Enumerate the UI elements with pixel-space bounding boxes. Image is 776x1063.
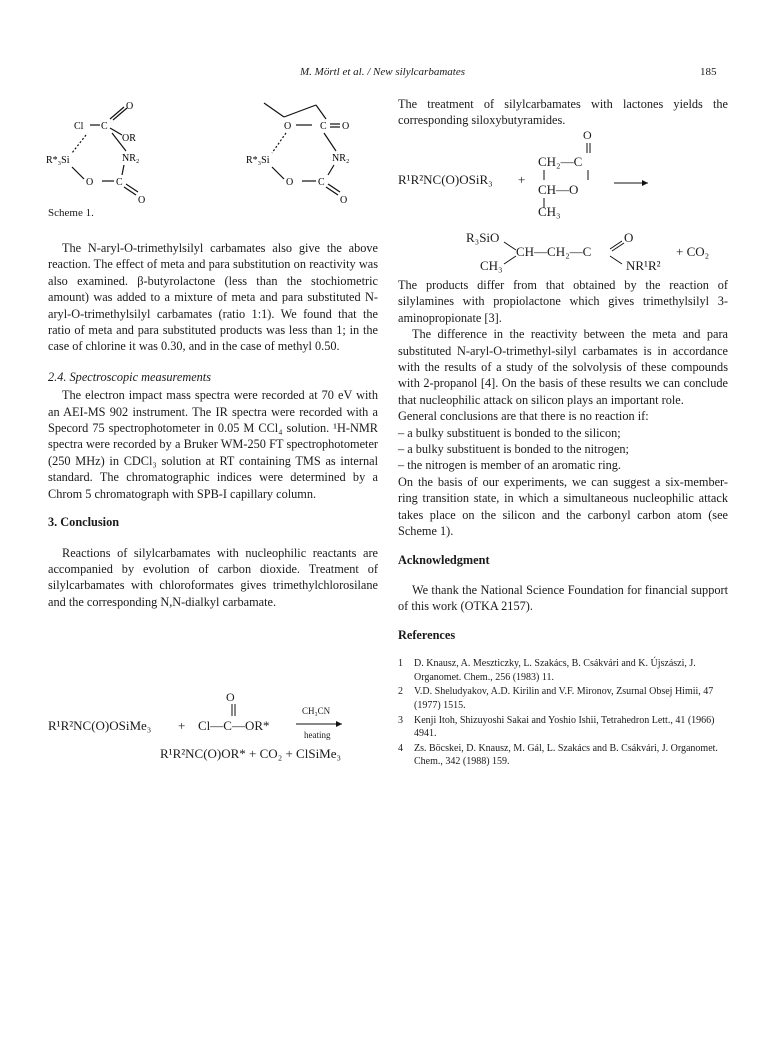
right-para-1: The treatment of silylcarbamates with lactones yields the corresponding siloxybutyramides.	[398, 97, 728, 128]
eq1-arrow	[296, 719, 346, 729]
scheme-caption: Scheme 1.	[48, 207, 94, 219]
condition-item: – a bulky substituent is bonded to the silicon;	[398, 425, 621, 440]
reference-item: 4 Zs. Böcskei, D. Knausz, M. Gál, L. Szakács and B. Csákvári, J. Organomet. Chem., 342 (1988) 159.	[398, 742, 718, 768]
eq2-lactone-ch: CH—O	[538, 182, 579, 197]
eq2-product-chain: CH—CH₂—C	[516, 244, 592, 259]
eq2-lactone-o: O	[583, 128, 592, 142]
right-para-4: General conclusions are that there is no reaction if:	[398, 409, 649, 424]
running-title: M. Mörtl et al. / New silylcarbamates	[300, 66, 465, 78]
eq1-condition-bottom: heating	[304, 730, 331, 740]
eq2-lactone-ch2: CH₂—C	[538, 154, 583, 169]
scheme-right-o-bot2: O	[340, 195, 348, 205]
references-list	[398, 657, 728, 769]
eq2-product-ch3: CH₃	[480, 258, 503, 273]
condition-item: – a bulky substituent is bonded to the nitrogen;	[398, 442, 629, 457]
scheme-left-o-bot: O	[86, 177, 94, 188]
left-para-2: The electron impact mass spectra were recorded at 70 eV with an AEI-MS 902 instrument. The IR spectra were recorded with a Specord 75 spectrophotometer in 0.05 M CCl₄ solution. ¹H-NMR spectra were recorded by a Bruker WM-250 FT spectrophotometer (250 MHz) in CDCl₃ solution at RT containing TMS as internal standard. The chromatographic indices were determined by a Chrom 5 chromatograph with SPB-I capillary column.	[48, 388, 378, 501]
scheme-left-cl: Cl	[74, 121, 84, 132]
scheme-right-o-bot: O	[286, 177, 294, 188]
scheme-left-nr2: NR₂	[122, 153, 140, 164]
right-para-2: The products differ from that obtained by the reaction of silylamines with propiolactone which gives trimethylsilyl 3-aminopropionate [3].	[398, 278, 728, 325]
right-para-3: The difference in the reactivity between the meta and para substituted N-aryl-O-trimethyl-silyl carbamates is in accordance with the results of a study of the solvolysis of these compounds with 2-propanol [4]. On the basis of these results we can conclude that nucleophilic attack on silicon plays an important role.	[398, 327, 728, 407]
scheme-1-left-structure	[44, 95, 184, 205]
reference-item: 1 D. Knausz, A. Meszticzky, L. Szakács, B. Csákvári and K. Újszászi, J. Organomet. Chem., 256 (1983) 11.	[398, 658, 696, 683]
eq1-carbonyl-o: O	[226, 690, 235, 704]
scheme-right-c-bot: C	[318, 177, 325, 188]
scheme-left-o-bot2: O	[138, 195, 146, 205]
acknowledgment-heading: Acknowledgment	[398, 552, 490, 567]
eq1-products: R¹R²NC(O)OR* + CO₂ + ClSiMe₃	[160, 746, 342, 761]
eq2-reactant-1: R¹R²NC(O)OSiR₃	[398, 172, 493, 187]
section-heading-3: 3. Conclusion	[48, 515, 120, 530]
eq1-reactant-2: Cl—C—OR*	[198, 718, 270, 733]
scheme-right-c-top: C	[320, 121, 327, 132]
right-para-5: On the basis of our experiments, we can suggest a six-member-ring transition state, in which a simultaneous nucleophilic attack takes place on the silicon and the carbonyl carbon atom (see Scheme 1).	[398, 474, 728, 539]
scheme-left-c-top: C	[101, 121, 108, 132]
eq2-product-o: O	[624, 230, 634, 245]
left-para-3: Reactions of silylcarbamates with nucleophilic reactants are accompanied by evolution of carbon dioxide. Treatment of silylcarbamates with chloroformates gives trimethylchlorosilane and the corresponding N,N-dialkyl carbamate.	[48, 545, 378, 609]
scheme-left-o-top: O	[126, 101, 134, 112]
reference-item: 3 Kenji Itoh, Shizuyoshi Sakai and Yoshio Ishii, Tetrahedron Lett., 41 (1966) 4941.	[398, 714, 715, 740]
references-heading: References	[398, 627, 456, 642]
scheme-right-o-ring: O	[284, 121, 292, 132]
eq2-product-co2: + CO₂	[676, 244, 710, 259]
right-column-body	[398, 277, 728, 770]
eq2-arrow	[614, 178, 654, 188]
left-para-1: The N-aryl-O-trimethylsilyl carbamates also give the above reaction. The effect of meta and para substitution on reactivity was also examined. β-butyrolactone (less than the stochiometric amount) was added to a mixture of meta and para substituted N-aryl-O-trimethylsilyl carbamates (ratio 1:1). We found that the ratio of meta and para substituted products was less than 1; in the case of chlorine it was 0.30, and in the case of methyl 0.50.	[48, 241, 378, 354]
right-column-top	[398, 96, 728, 129]
condition-item: – the nitrogen is member of an aromatic ring.	[398, 458, 621, 473]
page-number: 185	[700, 66, 717, 78]
eq2-lactone-ring-bonds	[540, 170, 600, 182]
left-column	[48, 240, 378, 610]
eq2-plus: +	[518, 172, 526, 187]
scheme-1-right-structure	[244, 95, 394, 205]
scheme-left-r3si: R*₃Si	[46, 155, 70, 166]
reference-item: 2 V.D. Sheludyakov, A.D. Kirilin and V.F. Mironov, Zsurnal Obsej Himii, 47 (1977) 1515.	[398, 686, 714, 711]
acknowledgment-text: We thank the National Science Foundation for financial support of this work (OTKA 2157).	[398, 582, 728, 614]
eq2-product-r3sio: R₃SiO	[466, 230, 500, 245]
scheme-left-or: OR	[122, 133, 136, 144]
scheme-right-nr2: NR₂	[332, 153, 350, 164]
scheme-right-o-top: O	[342, 121, 350, 132]
eq1-double-bond	[228, 704, 240, 718]
scheme-left-c-bot: C	[116, 177, 123, 188]
eq1-plus: +	[178, 718, 186, 733]
eq2-product-nr: NR¹R²	[626, 258, 661, 273]
section-heading-2-4: 2.4. Spectroscopic measurements	[48, 369, 212, 384]
eq2-lactone-ch3: CH₃	[538, 204, 561, 219]
eq1-condition-top: CH₃CN	[302, 706, 331, 716]
eq2-lactone-double-bond	[584, 143, 594, 155]
eq1-reactant-1: R¹R²NC(O)OSiMe₃	[48, 718, 152, 733]
scheme-right-r3si: R*₃Si	[246, 155, 270, 166]
